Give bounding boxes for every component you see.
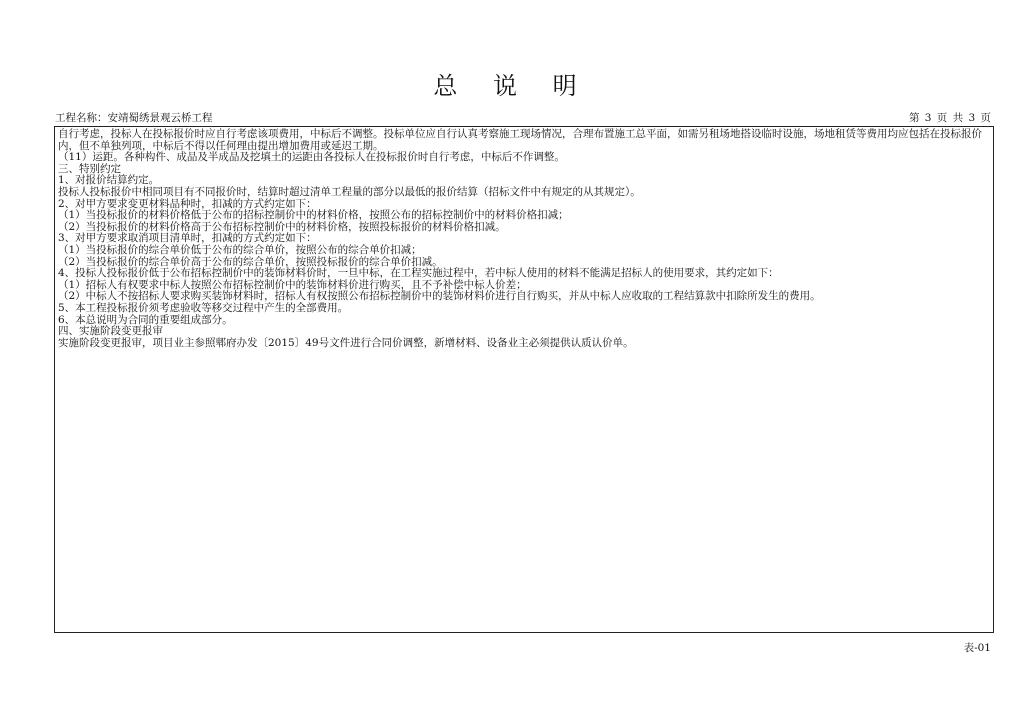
text-line: 2、对甲方要求变更材料品种时，扣减的方式约定如下： bbox=[58, 197, 317, 210]
text-line: （2）当投标报价的材料价格高于公布招标控制价中的材料价格，按照投标报价的材料价格扣减。 bbox=[58, 220, 506, 233]
project-name: 工程名称：安靖蜀绣景观云桥工程 bbox=[55, 112, 213, 124]
page-title: 总 说 明 bbox=[433, 72, 591, 100]
text-line: 实施阶段变更报审，项目业主参照郫府办发〔2015〕49号文件进行合同价调整，新增材料、设备业主必须提供认质认价单。 bbox=[58, 336, 634, 349]
text-line: 投标人投标报价中相同项目有不同报价时，结算时超过清单工程量的部分以最低的报价结算（招标文件中有规定的从其规定）。 bbox=[58, 185, 641, 198]
text-line: 5、本工程投标报价须考虑验收等移交过程中产生的全部费用。 bbox=[58, 301, 349, 314]
text-line: 4、投标人投标报价低于公布招标控制价中的装饰材料价时，一旦中标，在工程实施过程中，若中标人使用的材料不能满足招标人的使用要求，其约定如下： bbox=[58, 267, 779, 280]
text-line: （1）当投标报价的材料价格低于公布的招标控制价中的材料价格，按照公布的招标控制价中的材料价格扣减； bbox=[58, 209, 569, 222]
text-line: 6、本总说明为合同的重要组成部分。 bbox=[58, 313, 233, 326]
text-line: （2）中标人不按招标人要求购买装饰材料时，招标人有权按照公布招标控制价中的装饰材料价进行自行购买，并从中标人应收取的工程结算款中扣除所发生的费用。 bbox=[58, 290, 821, 303]
form-number: 表-01 bbox=[963, 642, 991, 654]
text-line: （11）运距。各种构件、成品及半成品及挖填土的运距由各投标人在投标报价时自行考虑，中标后不作调整。 bbox=[58, 151, 565, 164]
text-line: 四、实施阶段变更报审 bbox=[58, 325, 163, 338]
text-line: （1）当投标报价的综合单价低于公布的综合单价，按照公布的综合单价扣减； bbox=[58, 243, 422, 256]
text-line: 1、对报价结算约定。 bbox=[58, 174, 160, 187]
text-line: 自行考虑，投标人在投标报价时应自行考虑该项费用，中标后不调整。投标单位应自行认真考察施工现场情况，合理布置施工总平面，如需另租场地搭设临时设施，场地租赁等费用均应包括在投标报价内，但不单独列项，中标后不得以任何理由提出增加费用或延迟工期。 bbox=[58, 128, 982, 152]
text-line: 3、对甲方要求取消项目清单时，扣减的方式约定如下： bbox=[58, 232, 317, 245]
text-line: （2）当投标报价的综合单价高于公布的综合单价，按照投标报价的综合单价扣减。 bbox=[58, 255, 443, 268]
page-number: 第 3 页 共 3 页 bbox=[908, 112, 991, 124]
description-box bbox=[54, 126, 994, 633]
text-line: 三、特别约定 bbox=[58, 162, 121, 175]
text-line: （1）招标人有权要求中标人按照公布招标控制价中的装饰材料价进行购买，且不予补偿中标人价差； bbox=[58, 278, 527, 291]
